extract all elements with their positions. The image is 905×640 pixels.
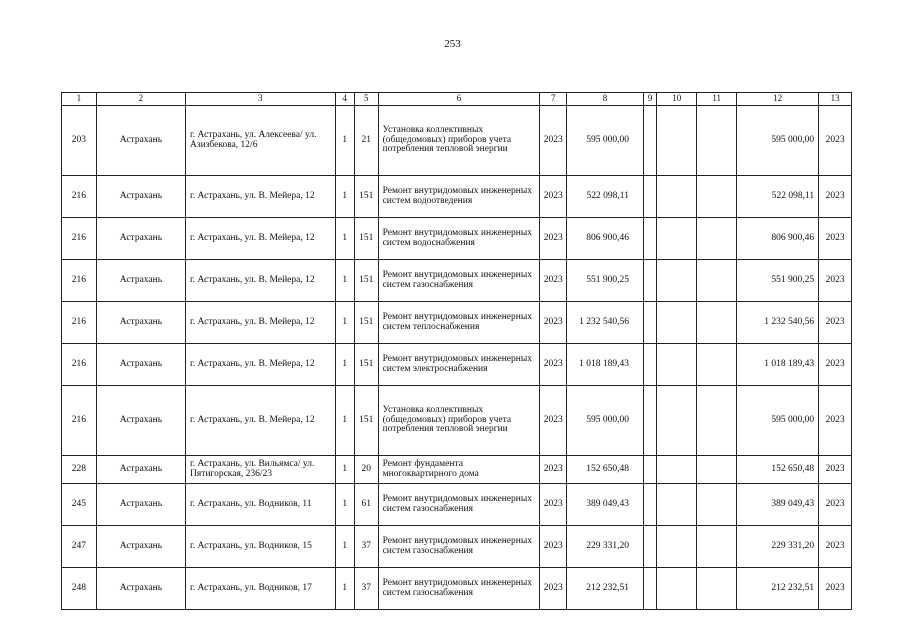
cell-cost-total: 595 000,00 <box>737 386 819 456</box>
cell-address: г. Астрахань, ул. Вильямса/ ул. Пятигорская, 236/23 <box>185 456 335 484</box>
cell-year: 2023 <box>540 386 567 456</box>
cell-col10 <box>657 218 697 260</box>
cell-cost: 389 049,43 <box>567 484 644 526</box>
cell-municipality: Астрахань <box>96 484 185 526</box>
cell-col5: 151 <box>355 344 379 386</box>
cell-col9 <box>643 568 656 610</box>
cell-col10 <box>657 302 697 344</box>
cell-number: 216 <box>62 344 97 386</box>
cell-col5: 151 <box>355 386 379 456</box>
cell-work-type: Ремонт внутридомовых инженерных систем газоснабжения <box>378 484 540 526</box>
cell-col10 <box>657 260 697 302</box>
cell-col11 <box>697 176 737 218</box>
cell-col9 <box>643 302 656 344</box>
cell-cost: 212 232,51 <box>567 568 644 610</box>
cell-col4: 1 <box>335 386 354 456</box>
cell-col9 <box>643 484 656 526</box>
cell-year: 2023 <box>540 106 567 176</box>
cell-cost-total: 152 650,48 <box>737 456 819 484</box>
cell-municipality: Астрахань <box>96 176 185 218</box>
cell-year: 2023 <box>540 176 567 218</box>
cell-col5: 21 <box>355 106 379 176</box>
header-row <box>62 93 852 106</box>
cell-col9 <box>643 176 656 218</box>
table-row <box>62 106 852 176</box>
table-row <box>62 260 852 302</box>
cell-year: 2023 <box>540 260 567 302</box>
cell-work-type: Установка коллективных (общедомовых) приборов учета потребления тепловой энергии <box>378 106 540 176</box>
table-row <box>62 218 852 260</box>
cell-cost-total: 551 900,25 <box>737 260 819 302</box>
cell-col11 <box>697 260 737 302</box>
cell-col10 <box>657 386 697 456</box>
cell-work-type: Ремонт внутридомовых инженерных систем газоснабжения <box>378 568 540 610</box>
cell-col11 <box>697 106 737 176</box>
cell-work-type: Ремонт внутридомовых инженерных систем электроснабжения <box>378 344 540 386</box>
cell-col11 <box>697 218 737 260</box>
cell-cost-total: 806 900,46 <box>737 218 819 260</box>
cell-cost: 229 331,20 <box>567 526 644 568</box>
cell-col10 <box>657 106 697 176</box>
col-header-4: 4 <box>335 93 354 106</box>
cell-col10 <box>657 484 697 526</box>
cell-col4: 1 <box>335 260 354 302</box>
cell-municipality: Астрахань <box>96 106 185 176</box>
table-row <box>62 302 852 344</box>
cell-col10 <box>657 526 697 568</box>
cell-end-year: 2023 <box>819 302 852 344</box>
cell-col5: 151 <box>355 176 379 218</box>
cell-work-type: Ремонт внутридомовых инженерных систем водоотведения <box>378 176 540 218</box>
col-header-6: 6 <box>378 93 540 106</box>
cell-address: г. Астрахань, ул. В. Мейера, 12 <box>185 344 335 386</box>
cell-end-year: 2023 <box>819 218 852 260</box>
cell-address: г. Астрахань, ул. Водников, 17 <box>185 568 335 610</box>
cell-cost: 551 900,25 <box>567 260 644 302</box>
cell-col9 <box>643 260 656 302</box>
col-header-7: 7 <box>540 93 567 106</box>
col-header-12: 12 <box>737 93 819 106</box>
col-header-8: 8 <box>567 93 644 106</box>
cell-address: г. Астрахань, ул. В. Мейера, 12 <box>185 218 335 260</box>
col-header-1: 1 <box>62 93 97 106</box>
cell-year: 2023 <box>540 568 567 610</box>
cell-cost: 806 900,46 <box>567 218 644 260</box>
cell-number: 216 <box>62 218 97 260</box>
cell-end-year: 2023 <box>819 526 852 568</box>
cell-col4: 1 <box>335 526 354 568</box>
cell-col9 <box>643 344 656 386</box>
cell-col4: 1 <box>335 302 354 344</box>
cell-col4: 1 <box>335 344 354 386</box>
cell-col5: 151 <box>355 302 379 344</box>
cell-work-type: Ремонт фундамента многоквартирного дома <box>378 456 540 484</box>
cell-cost-total: 389 049,43 <box>737 484 819 526</box>
cell-col11 <box>697 526 737 568</box>
cell-col9 <box>643 456 656 484</box>
col-header-3: 3 <box>185 93 335 106</box>
cell-end-year: 2023 <box>819 176 852 218</box>
cell-number: 245 <box>62 484 97 526</box>
page-number: 253 <box>444 38 461 50</box>
cell-cost-total: 212 232,51 <box>737 568 819 610</box>
table-row <box>62 456 852 484</box>
cell-year: 2023 <box>540 526 567 568</box>
cell-col5: 37 <box>355 568 379 610</box>
cell-col4: 1 <box>335 218 354 260</box>
cell-col9 <box>643 526 656 568</box>
cell-cost: 1 018 189,43 <box>567 344 644 386</box>
cell-col11 <box>697 568 737 610</box>
table-row <box>62 386 852 456</box>
cell-col4: 1 <box>335 176 354 218</box>
cell-number: 228 <box>62 456 97 484</box>
cell-col5: 151 <box>355 218 379 260</box>
col-header-2: 2 <box>96 93 185 106</box>
cell-cost: 595 000,00 <box>567 386 644 456</box>
cell-end-year: 2023 <box>819 106 852 176</box>
cell-municipality: Астрахань <box>96 386 185 456</box>
cell-number: 248 <box>62 568 97 610</box>
cell-year: 2023 <box>540 302 567 344</box>
cell-work-type: Ремонт внутридомовых инженерных систем газоснабжения <box>378 526 540 568</box>
works-table <box>61 92 852 610</box>
cell-cost-total: 1 018 189,43 <box>737 344 819 386</box>
cell-col10 <box>657 568 697 610</box>
cell-col11 <box>697 456 737 484</box>
cell-cost: 522 098,11 <box>567 176 644 218</box>
cell-col5: 61 <box>355 484 379 526</box>
col-header-5: 5 <box>355 93 379 106</box>
cell-col9 <box>643 386 656 456</box>
cell-col5: 20 <box>355 456 379 484</box>
cell-col4: 1 <box>335 456 354 484</box>
cell-municipality: Астрахань <box>96 302 185 344</box>
table-row <box>62 344 852 386</box>
cell-col9 <box>643 106 656 176</box>
cell-cost: 152 650,48 <box>567 456 644 484</box>
cell-municipality: Астрахань <box>96 456 185 484</box>
cell-work-type: Установка коллективных (общедомовых) приборов учета потребления тепловой энергии <box>378 386 540 456</box>
cell-col11 <box>697 386 737 456</box>
table-row <box>62 568 852 610</box>
col-header-11: 11 <box>697 93 737 106</box>
cell-cost: 1 232 540,56 <box>567 302 644 344</box>
cell-year: 2023 <box>540 484 567 526</box>
table-row <box>62 484 852 526</box>
table-row <box>62 176 852 218</box>
col-header-13: 13 <box>819 93 852 106</box>
cell-address: г. Астрахань, ул. В. Мейера, 12 <box>185 302 335 344</box>
cell-address: г. Астрахань, ул. В. Мейера, 12 <box>185 386 335 456</box>
cell-cost-total: 522 098,11 <box>737 176 819 218</box>
cell-col10 <box>657 344 697 386</box>
cell-work-type: Ремонт внутридомовых инженерных систем теплоснабжения <box>378 302 540 344</box>
cell-col5: 37 <box>355 526 379 568</box>
cell-number: 216 <box>62 176 97 218</box>
cell-col10 <box>657 456 697 484</box>
cell-address: г. Астрахань, ул. Алексеева/ ул. Азизбекова, 12/6 <box>185 106 335 176</box>
cell-municipality: Астрахань <box>96 568 185 610</box>
cell-cost-total: 229 331,20 <box>737 526 819 568</box>
cell-year: 2023 <box>540 344 567 386</box>
cell-address: г. Астрахань, ул. В. Мейера, 12 <box>185 260 335 302</box>
cell-col11 <box>697 484 737 526</box>
cell-year: 2023 <box>540 218 567 260</box>
cell-col11 <box>697 302 737 344</box>
cell-number: 216 <box>62 386 97 456</box>
cell-col11 <box>697 344 737 386</box>
cell-number: 247 <box>62 526 97 568</box>
cell-address: г. Астрахань, ул. Водников, 15 <box>185 526 335 568</box>
cell-col4: 1 <box>335 484 354 526</box>
col-header-9: 9 <box>643 93 656 106</box>
cell-number: 216 <box>62 260 97 302</box>
cell-col4: 1 <box>335 568 354 610</box>
cell-work-type: Ремонт внутридомовых инженерных систем водоснабжения <box>378 218 540 260</box>
cell-col4: 1 <box>335 106 354 176</box>
cell-number: 216 <box>62 302 97 344</box>
cell-col9 <box>643 218 656 260</box>
cell-address: г. Астрахань, ул. Водников, 11 <box>185 484 335 526</box>
table-row <box>62 526 852 568</box>
cell-address: г. Астрахань, ул. В. Мейера, 12 <box>185 176 335 218</box>
cell-end-year: 2023 <box>819 568 852 610</box>
cell-end-year: 2023 <box>819 344 852 386</box>
cell-municipality: Астрахань <box>96 344 185 386</box>
cell-number: 203 <box>62 106 97 176</box>
cell-col5: 151 <box>355 260 379 302</box>
cell-cost-total: 1 232 540,56 <box>737 302 819 344</box>
cell-municipality: Астрахань <box>96 260 185 302</box>
cell-municipality: Астрахань <box>96 218 185 260</box>
cell-end-year: 2023 <box>819 484 852 526</box>
cell-col10 <box>657 176 697 218</box>
cell-end-year: 2023 <box>819 386 852 456</box>
cell-end-year: 2023 <box>819 456 852 484</box>
col-header-10: 10 <box>657 93 697 106</box>
cell-end-year: 2023 <box>819 260 852 302</box>
cell-municipality: Астрахань <box>96 526 185 568</box>
cell-year: 2023 <box>540 456 567 484</box>
cell-cost: 595 000,00 <box>567 106 644 176</box>
cell-work-type: Ремонт внутридомовых инженерных систем газоснабжения <box>378 260 540 302</box>
cell-cost-total: 595 000,00 <box>737 106 819 176</box>
